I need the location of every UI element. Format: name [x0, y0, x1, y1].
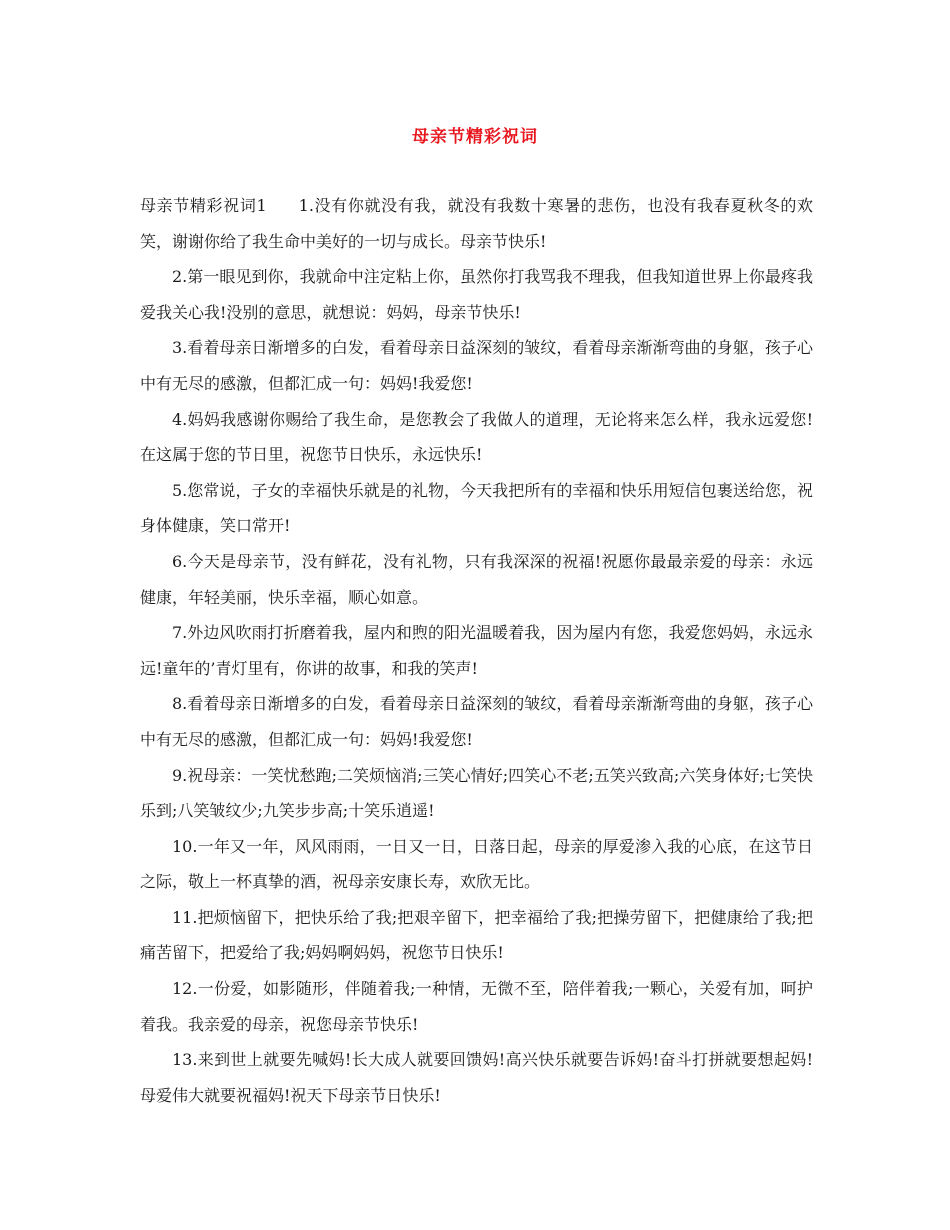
paragraph-10: 10.一年又一年，风风雨雨，一日又一日，日落日起，母亲的厚爱渗入我的心底，在这节日之际，敬上一杯真挚的酒，祝母亲安康长寿，欢欣无比。: [140, 836, 813, 892]
document-title: 母亲节精彩祝词: [412, 127, 538, 147]
paragraph-11: 11.把烦恼留下，把快乐给了我;把艰辛留下，把幸福给了我;把操劳留下，把健康给了我;把痛苦留下，把爱给了我;妈妈啊妈妈，祝您节日快乐!: [140, 907, 813, 963]
paragraph-3: 3.看着母亲日渐增多的白发，看着母亲日益深刻的皱纹，看着母亲渐渐弯曲的身躯，孩子心中有无尽的感激，但都汇成一句：妈妈!我爱您!: [140, 338, 813, 393]
paragraph-8: 8.看着母亲日渐增多的白发，看着母亲日益深刻的皱纹，看着母亲渐渐弯曲的身躯，孩子心中有无尽的感激，但都汇成一句：妈妈!我爱您!: [140, 694, 813, 749]
paragraph-text: 1.没有你就没有我，就没有我数十寒暑的悲伤，也没有我春夏秋冬的欢笑，谢谢你给了我生命中美好的一切与成长。母亲节快乐!: [140, 196, 813, 251]
paragraph-1: [140, 188, 813, 259]
section-label: 母亲节精彩祝词1: [140, 196, 267, 215]
paragraph-4: 4.妈妈我感谢你赐给了我生命，是您教会了我做人的道理，无论将来怎么样，我永远爱您!在这属于您的节日里，祝您节日快乐，永远快乐!: [140, 409, 813, 465]
paragraph-13: 13.来到世上就要先喊妈!长大成人就要回馈妈!高兴快乐就要告诉妈!奋斗打拼就要想起妈!母爱伟大就要祝福妈!祝天下母亲节日快乐!: [140, 1050, 813, 1105]
paragraph-5: 5.您常说，子女的幸福快乐就是的礼物，今天我把所有的幸福和快乐用短信包裹送给您，祝身体健康，笑口常开!: [140, 480, 813, 536]
paragraph-12: 12.一份爱，如影随形，伴随着我;一种情，无微不至，陪伴着我;一颗心，关爱有加，呵护着我。我亲爱的母亲，祝您母亲节快乐!: [140, 979, 813, 1034]
document-body: [140, 188, 813, 1113]
paragraph-9: 9.祝母亲：一笑忧愁跑;二笑烦恼消;三笑心情好;四笑心不老;五笑兴致高;六笑身体好;七笑快乐到;八笑皱纹少;九笑步步高;十笑乐逍遥!: [140, 765, 813, 821]
paragraph-6: 6.今天是母亲节，没有鲜花，没有礼物，只有我深深的祝福!祝愿你最最亲爱的母亲：永远健康，年轻美丽，快乐幸福，顺心如意。: [140, 551, 813, 607]
paragraph-2: 2.第一眼见到你，我就命中注定粘上你，虽然你打我骂我不理我，但我知道世界上你最疼我爱我关心我!没别的意思，就想说：妈妈，母亲节快乐!: [140, 267, 813, 322]
paragraph-7: 7.外边风吹雨打折磨着我，屋内和煦的阳光温暖着我，因为屋内有您，我爱您妈妈，永远永远!童年的’青灯里有，你讲的故事，和我的笑声!: [140, 623, 813, 678]
